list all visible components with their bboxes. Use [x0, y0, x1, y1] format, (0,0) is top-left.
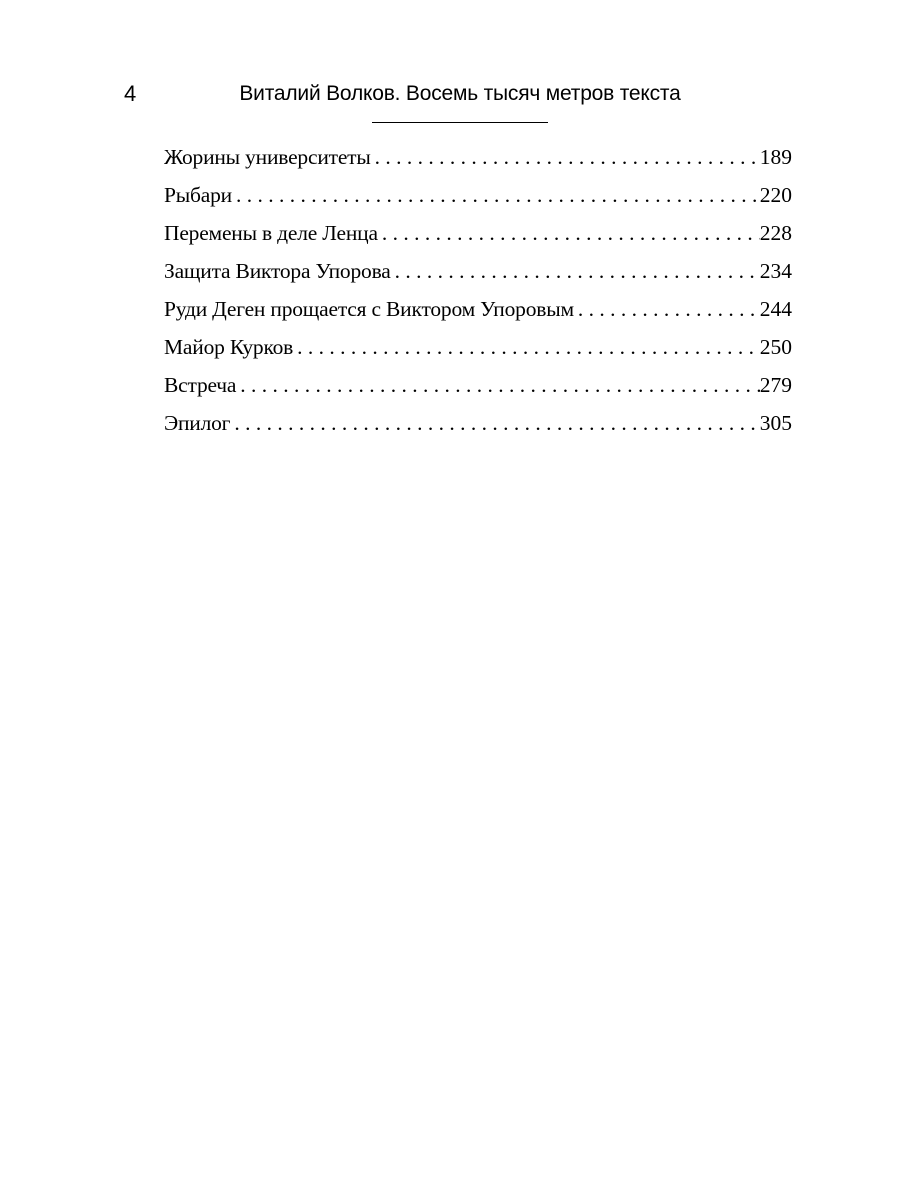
running-head-title: Виталий Волков. Восемь тысяч метров текста	[239, 82, 681, 105]
toc-entry-page: 234	[759, 259, 792, 283]
toc-entry-page: 305	[759, 411, 792, 435]
toc-entry-title: Перемены в деле Ленца	[164, 221, 378, 245]
toc-entry[interactable]	[164, 214, 792, 252]
toc-entry-page: 244	[759, 297, 792, 321]
dot-leader	[236, 366, 759, 404]
toc-entry[interactable]	[164, 176, 792, 214]
toc-entry[interactable]	[164, 138, 792, 176]
table-of-contents	[164, 138, 792, 442]
toc-entry-page: 189	[759, 145, 792, 169]
dot-leader	[293, 328, 760, 366]
toc-entry-page: 279	[759, 373, 792, 397]
toc-entry[interactable]	[164, 328, 792, 366]
toc-entry[interactable]	[164, 366, 792, 404]
toc-entry-title: Руди Деген прощается с Виктором Упоровым	[164, 297, 574, 321]
toc-entry-title: Эпилог	[164, 411, 231, 435]
toc-entry-title: Жорины университеты	[164, 145, 371, 169]
dot-leader	[378, 214, 760, 252]
dot-leader	[230, 404, 759, 442]
page-number: 4	[124, 81, 137, 106]
dot-leader	[232, 176, 760, 214]
toc-entry[interactable]	[164, 404, 792, 442]
toc-entry-page: 250	[759, 335, 792, 359]
toc-entry-title: Рыбари	[164, 183, 232, 207]
dot-leader	[371, 138, 760, 176]
dot-leader	[574, 290, 760, 328]
toc-entry-page: 220	[759, 183, 792, 207]
toc-entry[interactable]	[164, 252, 792, 290]
toc-entry[interactable]	[164, 290, 792, 328]
toc-entry-title: Встреча	[164, 373, 237, 397]
toc-entry-page: 228	[759, 221, 792, 245]
dot-leader	[391, 252, 760, 290]
header-divider	[372, 122, 548, 123]
toc-entry-title: Майор Курков	[164, 335, 294, 359]
toc-entry-title: Защита Виктора Упорова	[164, 259, 391, 283]
